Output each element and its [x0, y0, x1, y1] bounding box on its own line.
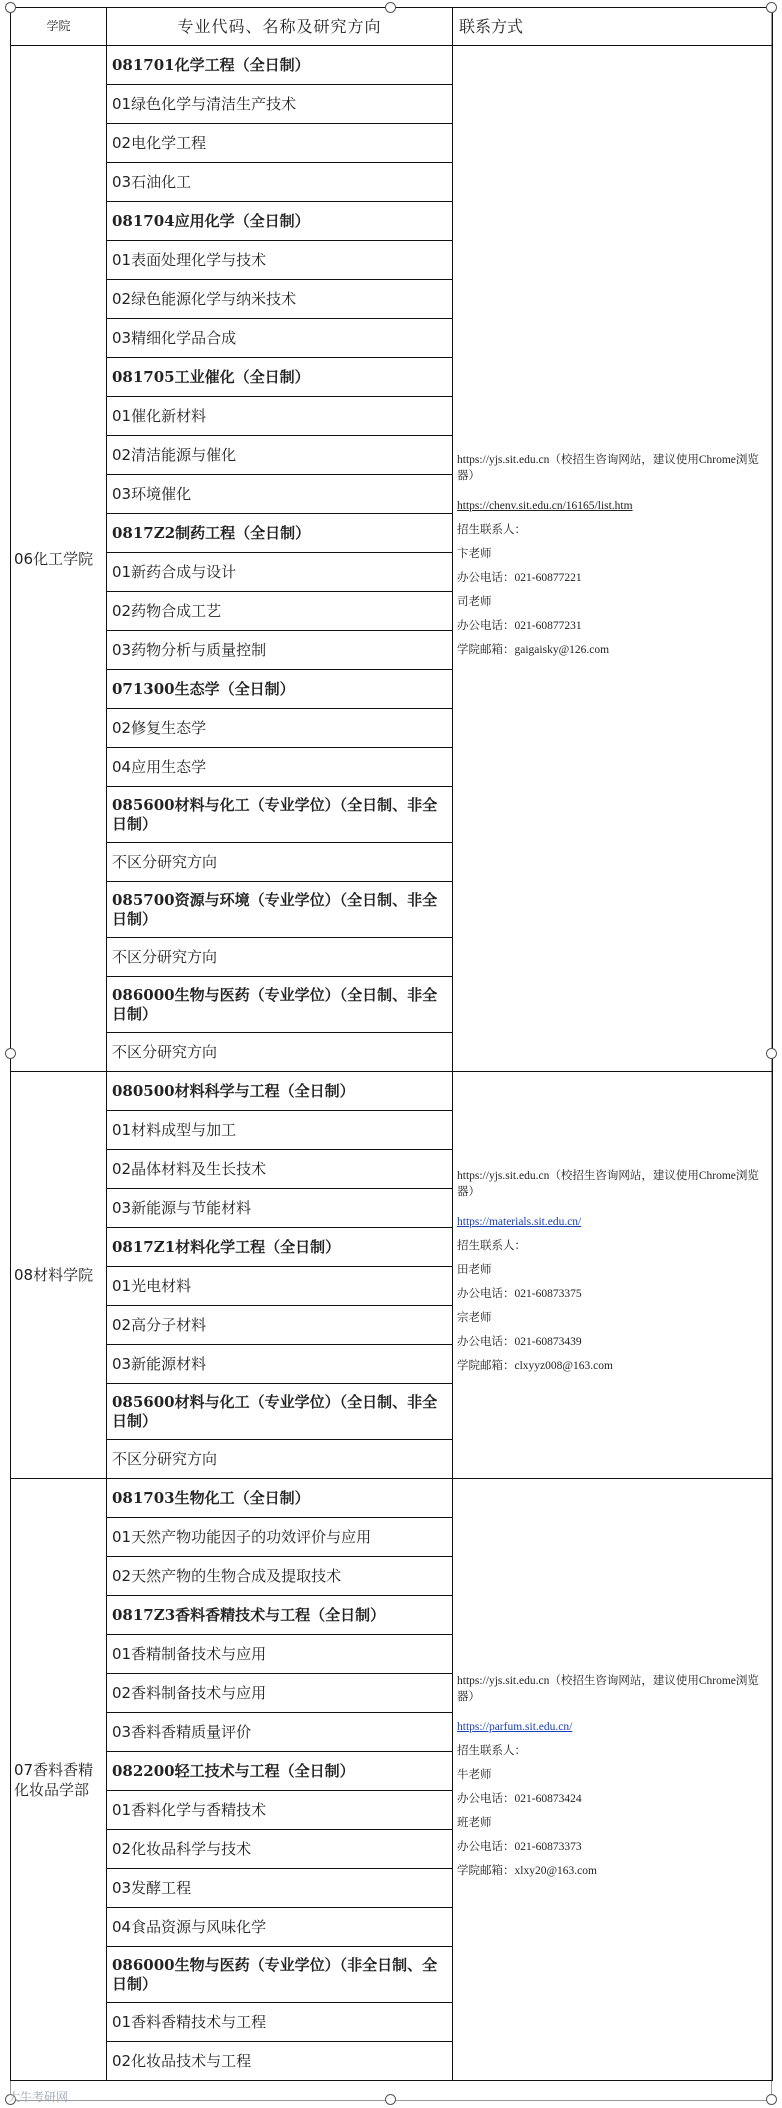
research-direction-cell: 不区分研究方向	[107, 843, 453, 882]
research-direction-cell: 01天然产物功能因子的功效评价与应用	[107, 1518, 453, 1557]
research-direction-cell: 03发酵工程	[107, 1869, 453, 1908]
research-direction-cell: 01香精制备技术与应用	[107, 1635, 453, 1674]
resize-handle-top-left[interactable]	[5, 2, 16, 13]
contact-site: https://yjs.sit.edu.cn（校招生咨询网站，建议使用Chrome浏览器）	[457, 1170, 759, 1198]
research-direction-cell: 04食品资源与风味化学	[107, 1908, 453, 1947]
contact-phone2: 办公电话：021-60873373	[457, 1840, 582, 1853]
resize-handle-top-right[interactable]	[766, 2, 777, 13]
contact-cell	[453, 1479, 773, 2081]
research-direction-cell: 04应用生态学	[107, 748, 453, 787]
major-title-cell: 081703生物化工（全日制）	[107, 1479, 453, 1518]
table-row	[11, 1479, 773, 1518]
research-direction-cell: 01表面处理化学与技术	[107, 241, 453, 280]
research-direction-cell: 02化妆品科学与技术	[107, 1830, 453, 1869]
major-title-cell: 086000生物与医药（专业学位）（全日制、非全日制）	[107, 977, 453, 1033]
college-website-link[interactable]: https://parfum.sit.edu.cn/	[457, 1720, 573, 1733]
contact-cell	[453, 46, 773, 1072]
research-direction-cell: 01光电材料	[107, 1267, 453, 1306]
research-direction-cell: 03药物分析与质量控制	[107, 631, 453, 670]
major-title-cell: 081705工业催化（全日制）	[107, 358, 453, 397]
school-cell: 08材料学院	[11, 1072, 107, 1479]
resize-handle-middle-right[interactable]	[766, 1048, 777, 1059]
contact-person1: 卞老师	[457, 547, 492, 560]
contact-person1: 田老师	[457, 1264, 492, 1276]
research-direction-cell: 02电化学工程	[107, 124, 453, 163]
contact-phone1: 办公电话：021-60873424	[457, 1792, 582, 1805]
major-title-cell: 0817Z1材料化学工程（全日制）	[107, 1228, 453, 1267]
major-title-cell: 085700资源与环境（专业学位）（全日制、非全日制）	[107, 882, 453, 938]
contact-email: 学院邮箱：clxyyz008@163.com	[457, 1360, 613, 1372]
resize-handle-top-center[interactable]	[385, 2, 396, 13]
research-direction-cell: 02药物合成工艺	[107, 592, 453, 631]
research-direction-cell: 02绿色能源化学与纳米技术	[107, 280, 453, 319]
contact-label: 招生联系人：	[457, 1240, 526, 1252]
contact-person2: 宗老师	[457, 1312, 492, 1324]
contact-email: 学院邮箱：xlxy20@163.com	[457, 1864, 597, 1877]
college-website-link[interactable]: https://chenv.sit.edu.cn/16165/list.htm	[457, 499, 633, 512]
research-direction-cell: 01材料成型与加工	[107, 1111, 453, 1150]
research-direction-cell: 02高分子材料	[107, 1306, 453, 1345]
college-website-link[interactable]: https://materials.sit.edu.cn/	[457, 1216, 582, 1228]
research-direction-cell: 不区分研究方向	[107, 1033, 453, 1072]
research-direction-cell: 02化妆品技术与工程	[107, 2042, 453, 2081]
research-direction-cell: 02天然产物的生物合成及提取技术	[107, 1557, 453, 1596]
admissions-table	[10, 7, 773, 2081]
contact-phone2: 办公电话：021-60877231	[457, 619, 582, 632]
major-title-cell: 082200轻工技术与工程（全日制）	[107, 1752, 453, 1791]
header-row	[11, 8, 773, 46]
research-direction-cell: 03新能源与节能材料	[107, 1189, 453, 1228]
research-direction-cell: 不区分研究方向	[107, 1440, 453, 1479]
research-direction-cell: 01绿色化学与清洁生产技术	[107, 85, 453, 124]
research-direction-cell: 03精细化学品合成	[107, 319, 453, 358]
table-row	[11, 1072, 773, 1111]
research-direction-cell: 03新能源材料	[107, 1345, 453, 1384]
research-direction-cell: 01催化新材料	[107, 397, 453, 436]
major-title-cell: 081704应用化学（全日制）	[107, 202, 453, 241]
school-cell: 06化工学院	[11, 46, 107, 1072]
research-direction-cell: 01新药合成与设计	[107, 553, 453, 592]
resize-handle-middle-left[interactable]	[5, 1048, 16, 1059]
school-cell: 07香料香精化妆品学部	[11, 1479, 107, 2081]
contact-person1: 牛老师	[457, 1768, 492, 1781]
contact-site: https://yjs.sit.edu.cn（校招生咨询网站，建议使用Chrome浏览器）	[457, 453, 759, 482]
major-title-cell: 085600材料与化工（专业学位）（全日制、非全日制）	[107, 787, 453, 843]
header-major: 专业代码、名称及研究方向	[107, 8, 453, 46]
contact-cell	[453, 1072, 773, 1479]
research-direction-cell: 02晶体材料及生长技术	[107, 1150, 453, 1189]
research-direction-cell: 01香料化学与香精技术	[107, 1791, 453, 1830]
major-title-cell: 0817Z2制药工程（全日制）	[107, 514, 453, 553]
research-direction-cell: 02清洁能源与催化	[107, 436, 453, 475]
contact-site: https://yjs.sit.edu.cn（校招生咨询网站，建议使用Chrome浏览器）	[457, 1674, 759, 1703]
research-direction-cell: 03香料香精质量评价	[107, 1713, 453, 1752]
contact-email: 学院邮箱：gaigaisky@126.com	[457, 643, 610, 656]
contact-phone2: 办公电话：021-60873439	[457, 1336, 582, 1348]
research-direction-cell: 02香料制备技术与应用	[107, 1674, 453, 1713]
major-title-cell: 071300生态学（全日制）	[107, 670, 453, 709]
contact-phone1: 办公电话：021-60877221	[457, 571, 582, 584]
contact-phone1: 办公电话：021-60873375	[457, 1288, 582, 1300]
contact-person2: 班老师	[457, 1816, 492, 1829]
header-contact: 联系方式	[453, 8, 773, 46]
resize-handle-bottom-right[interactable]	[766, 2094, 777, 2105]
resize-handle-bottom-center[interactable]	[385, 2094, 396, 2105]
research-direction-cell: 01香料香精技术与工程	[107, 2003, 453, 2042]
contact-label: 招生联系人：	[457, 1744, 526, 1757]
contact-person2: 司老师	[457, 595, 492, 608]
major-title-cell: 0817Z3香料香精技术与工程（全日制）	[107, 1596, 453, 1635]
research-direction-cell: 02修复生态学	[107, 709, 453, 748]
contact-label: 招生联系人：	[457, 523, 526, 536]
research-direction-cell: 不区分研究方向	[107, 938, 453, 977]
research-direction-cell: 03环境催化	[107, 475, 453, 514]
major-title-cell: 085600材料与化工（专业学位）（全日制、非全日制）	[107, 1384, 453, 1440]
watermark: 大牛考研网	[8, 2090, 69, 2104]
major-title-cell: 086000生物与医药（专业学位）（非全日制、全日制）	[107, 1947, 453, 2003]
research-direction-cell: 03石油化工	[107, 163, 453, 202]
table-row	[11, 46, 773, 85]
major-title-cell: 081701化学工程（全日制）	[107, 46, 453, 85]
header-school: 学院	[11, 8, 107, 46]
major-title-cell: 080500材料科学与工程（全日制）	[107, 1072, 453, 1111]
